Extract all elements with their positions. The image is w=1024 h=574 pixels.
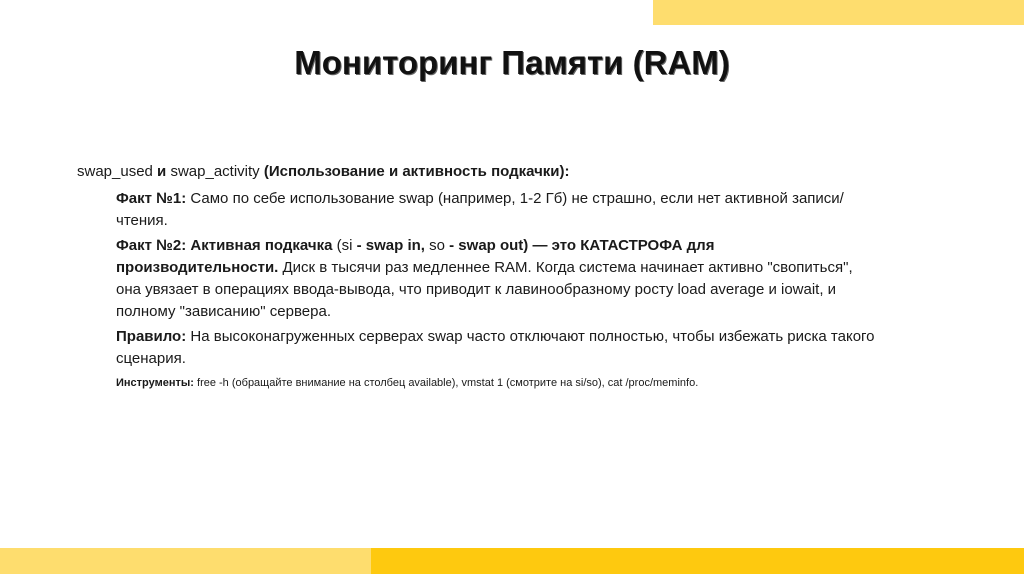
fact-2-swap-out: - swap out) — это КАТАСТРОФА для производительности. [116,237,715,276]
slide-title: Мониторинг Памяти (RAM) [294,44,730,81]
rule-label: Правило: [116,328,187,345]
conj: и [152,163,171,180]
tools-label: Инструменты: [116,377,194,389]
fact-2-label: Факт №2: Активная подкачка [116,237,333,254]
bottom-accent-bar-dark [371,548,1024,574]
fact-1 [116,188,876,232]
tools-text: free -h (обращайте внимание на столбец available), vmstat 1 (смотрите на si/so), cat /proc/meminfo. [193,377,699,389]
tools [116,376,698,390]
top-accent-bar [653,0,1024,25]
rule [116,326,876,370]
fact-2-si: (si [332,237,357,254]
fact-2-so: so [424,237,450,254]
term-swap-activity: swap_activity [170,163,260,180]
term-swap-used: swap_used [77,163,153,180]
fact-2 [116,235,876,323]
intro-line [77,161,570,183]
bottom-accent-bar-light [0,548,371,574]
rule-text: На высоконагруженных серверах swap часто отключают полностью, чтобы избежать риска такого сценария. [116,328,875,367]
fact-2-swap-in: - swap in, [356,237,425,254]
fact-2-text: Диск в тысячи раз медленнее RAM. Когда система начинает активно "свопиться", она увязает в операциях ввода-вывода, что приводит к лавинообразному росту load average и iowait, и полному "зависанию" сервера. [116,259,853,320]
fact-1-label: Факт №1: [116,190,187,207]
fact-1-text: Само по себе использование swap (например, 1-2 Гб) не страшно, если нет активной записи/чтения. [116,190,844,229]
intro-heading: (Использование и активность подкачки): [259,163,570,180]
